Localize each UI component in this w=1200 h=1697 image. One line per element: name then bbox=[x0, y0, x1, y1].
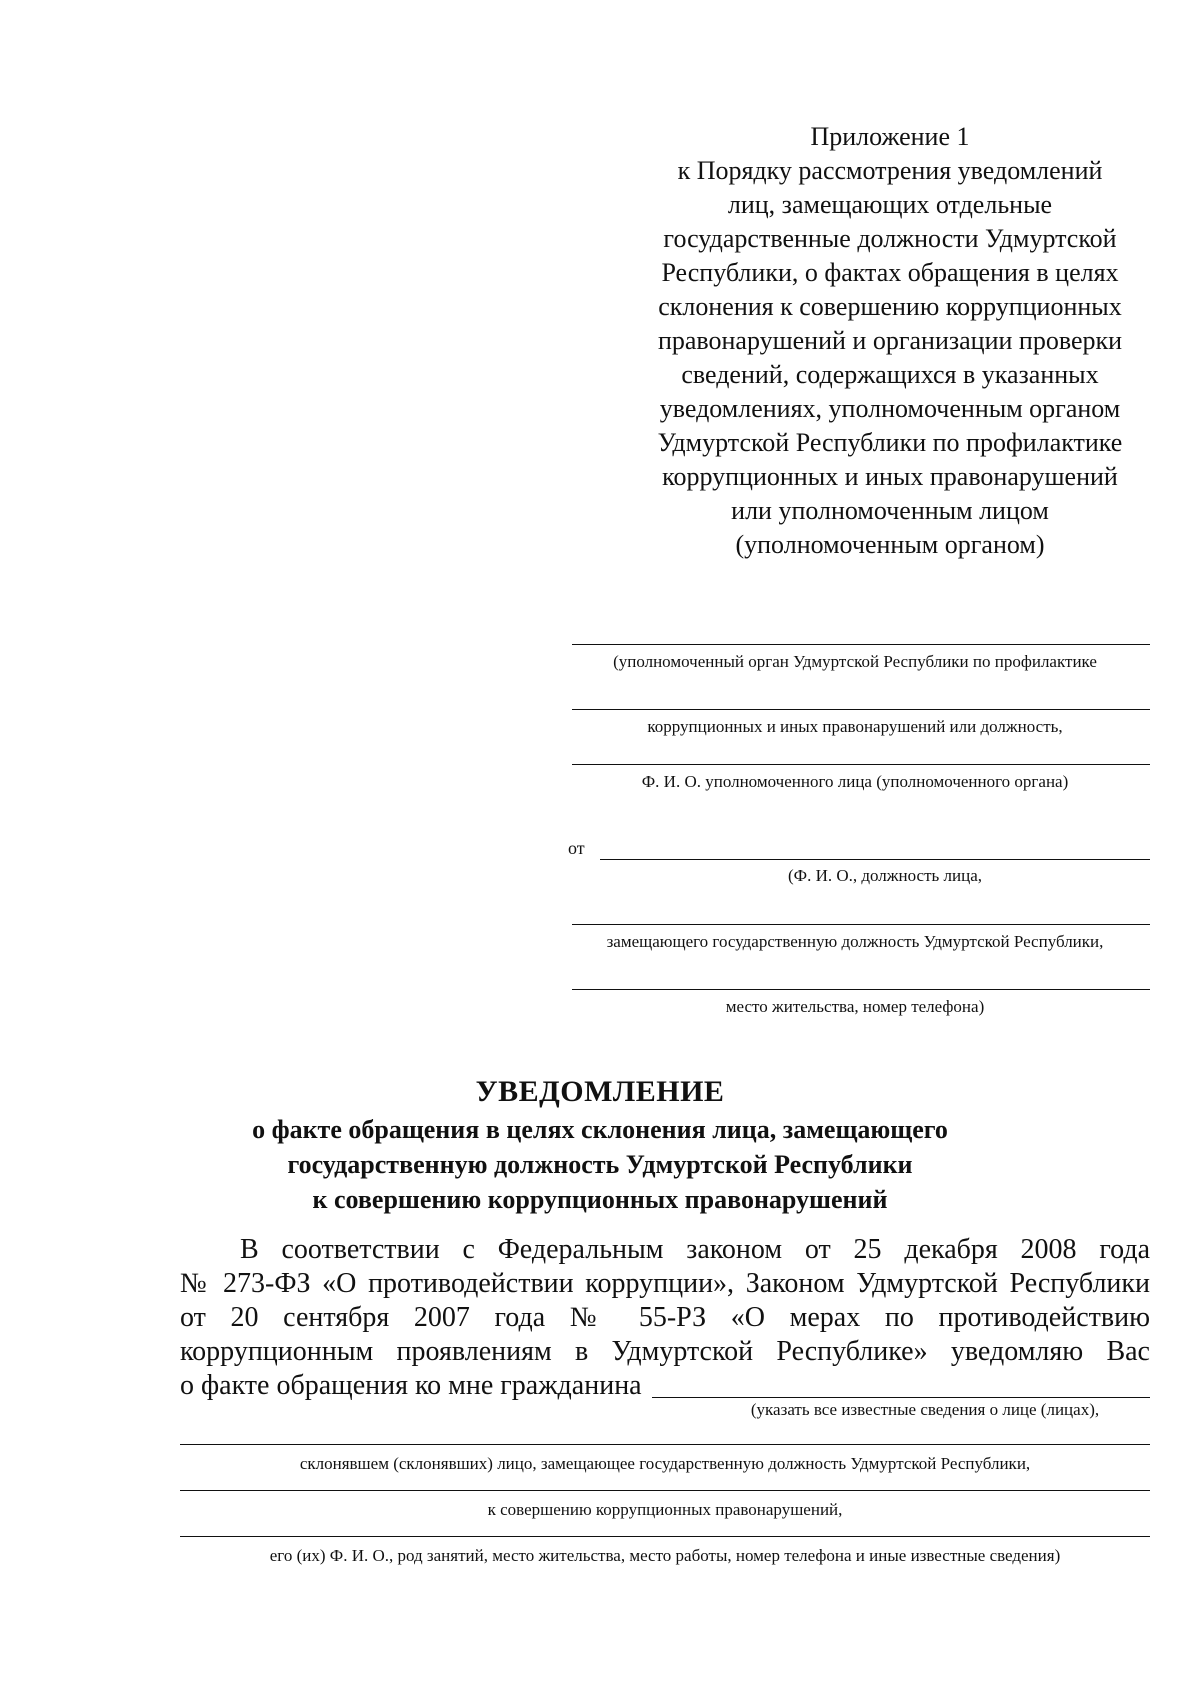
field-caption: к совершению коррупционных правонарушений, bbox=[487, 1500, 843, 1519]
appendix-line: уведомлениях, уполномоченным органом bbox=[659, 394, 1121, 423]
addressee-field-3 bbox=[560, 760, 1150, 800]
notice-title: УВЕДОМЛЕНИЕ bbox=[475, 1075, 725, 1108]
body-line-with-field bbox=[180, 1369, 1150, 1403]
appendix-line: правонарушений и организации проверки bbox=[657, 326, 1123, 355]
person-info-field-4 bbox=[180, 1536, 1150, 1576]
field-caption: (указать все известные сведения о лице (лицах), bbox=[750, 1400, 1100, 1419]
appendix-line: (уполномоченным органом) bbox=[735, 530, 1045, 559]
fill-in-line bbox=[600, 859, 1150, 860]
appendix-line: или уполномоченным лицом bbox=[731, 496, 1049, 525]
from-label: от bbox=[568, 838, 585, 858]
field-caption: (уполномоченный орган Удмуртской Республики по профилактике bbox=[613, 652, 1097, 671]
fill-in-line bbox=[180, 1490, 1150, 1491]
field-caption: склонявшем (склонявших) лицо, замещающее государственную должность Удмуртской Республики, bbox=[299, 1454, 1031, 1473]
appendix-line: склонения к совершению коррупционных bbox=[658, 292, 1122, 321]
field-caption: коррупционных и иных правонарушений или должность, bbox=[647, 717, 1063, 736]
body-line: о факте обращения ко мне гражданина bbox=[180, 1370, 642, 1401]
addressee-field-5 bbox=[560, 920, 1150, 960]
fill-in-line bbox=[180, 1444, 1150, 1445]
notice-subtitle-line: к совершению коррупционных правонарушений bbox=[312, 1185, 888, 1214]
fill-in-line bbox=[652, 1397, 1150, 1398]
person-info-field-3 bbox=[180, 1490, 1150, 1530]
appendix-line: коррупционных и иных правонарушений bbox=[662, 462, 1118, 491]
notice-title-block bbox=[150, 1072, 1050, 1217]
fill-in-line bbox=[572, 989, 1150, 990]
notice-body-paragraph bbox=[180, 1233, 1150, 1403]
notice-subtitle-line: о факте обращения в целях склонения лица, замещающего bbox=[252, 1115, 948, 1144]
addressee-field-6 bbox=[560, 985, 1150, 1025]
fill-in-line bbox=[572, 644, 1150, 645]
appendix-line: Удмуртской Республики по профилактике bbox=[657, 428, 1123, 457]
appendix-line: сведений, содержащихся в указанных bbox=[681, 360, 1099, 389]
addressee-field-2 bbox=[560, 705, 1150, 745]
fill-in-line bbox=[572, 709, 1150, 710]
appendix-line: лиц, замещающих отдельные bbox=[727, 190, 1053, 219]
field-caption: (Ф. И. О., должность лица, bbox=[787, 866, 983, 885]
fill-in-line bbox=[572, 924, 1150, 925]
body-line: № 273-ФЗ «О противодействии коррупции», Законом Удмуртской Республики bbox=[180, 1268, 1150, 1299]
appendix-line: Республики, о фактах обращения в целях bbox=[661, 258, 1119, 287]
addressee-field-1 bbox=[560, 640, 1150, 680]
appendix-line: государственные должности Удмуртской bbox=[663, 224, 1117, 253]
field-caption: его (их) Ф. И. О., род занятий, место жительства, место работы, номер телефона и иные известные сведения) bbox=[269, 1546, 1061, 1565]
notice-subtitle-line: государственную должность Удмуртской Республики bbox=[287, 1150, 913, 1179]
person-info-field-2 bbox=[180, 1444, 1150, 1484]
body-line: В соответствии с Федеральным законом от 25 декабря 2008 года bbox=[240, 1234, 1150, 1265]
appendix-line: Приложение 1 bbox=[810, 122, 970, 151]
body-line: от 20 сентября 2007 года № 55-РЗ «О мерах по противодействию bbox=[180, 1302, 1150, 1333]
appendix-header bbox=[620, 120, 1160, 562]
body-line: коррупционным проявлениям в Удмуртской Республике» уведомляю Вас bbox=[180, 1336, 1150, 1367]
fill-in-line bbox=[180, 1536, 1150, 1537]
field-caption: Ф. И. О. уполномоченного лица (уполномоченного органа) bbox=[641, 772, 1069, 791]
appendix-line: к Порядку рассмотрения уведомлений bbox=[677, 156, 1103, 185]
field-caption: место жительства, номер телефона) bbox=[725, 997, 985, 1016]
field-caption: замещающего государственную должность Удмуртской Республики, bbox=[606, 932, 1104, 951]
person-info-caption bbox=[180, 1400, 1150, 1428]
fill-in-line bbox=[572, 764, 1150, 765]
addressee-caption-4 bbox=[560, 866, 1150, 896]
